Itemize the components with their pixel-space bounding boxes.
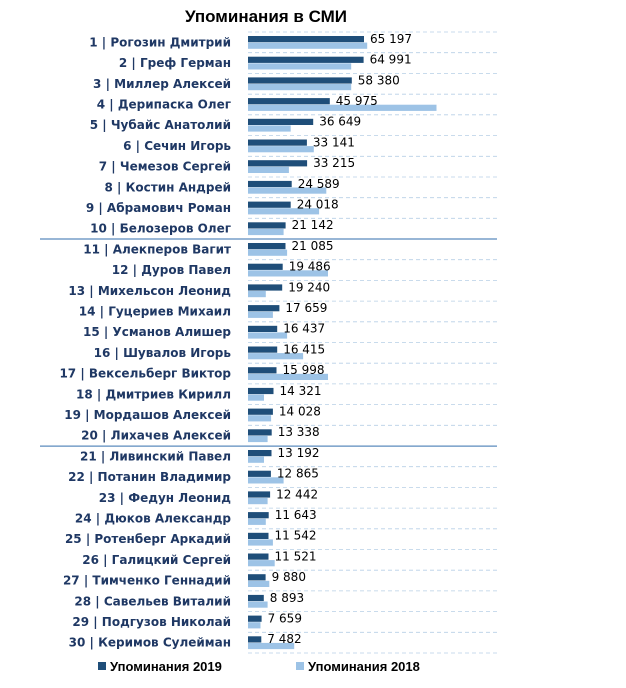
bar-2018 — [248, 436, 268, 442]
bar-2019 — [248, 512, 269, 518]
chart-title: Упоминания в СМИ — [184, 7, 348, 26]
category-label: 1 | Рогозин Дмитрий — [89, 35, 231, 50]
bar-2018 — [248, 84, 351, 90]
bar-2019 — [248, 367, 277, 373]
bar-2018 — [248, 291, 266, 297]
value-label: 24 018 — [296, 197, 339, 212]
bar-2019 — [248, 595, 264, 601]
bar-2019 — [248, 450, 272, 456]
bar-2019 — [248, 160, 307, 166]
category-label: 27 | Тимченко Геннадий — [62, 573, 231, 588]
category-label: 3 | Миллер Алексей — [93, 76, 231, 91]
bar-2018 — [248, 622, 261, 628]
category-label: 10 | Белозеров Олег — [90, 221, 231, 236]
value-label: 19 240 — [288, 280, 331, 295]
bar-2019 — [248, 140, 307, 146]
bar-2018 — [248, 167, 289, 173]
value-label: 17 659 — [285, 301, 328, 315]
category-label: 21 | Ливинский Павел — [79, 449, 231, 464]
bar-2019 — [248, 616, 262, 622]
bar-2018 — [248, 332, 287, 338]
category-label: 9 | Абрамович Роман — [85, 201, 231, 215]
bar-2019 — [248, 181, 292, 187]
value-label: 45 975 — [335, 94, 378, 108]
value-label: 36 649 — [319, 114, 362, 129]
legend-label-2019: Упоминания 2019 — [110, 659, 222, 674]
category-label: 7 | Чемезов Сергей — [98, 159, 231, 174]
category-label: 15 | Усманов Алишер — [83, 325, 231, 340]
value-label: 14 028 — [278, 404, 321, 419]
bar-2019 — [248, 471, 271, 477]
category-label: 8 | Костин Андрей — [104, 180, 231, 195]
category-label: 25 | Ротенберг Аркадий — [64, 532, 231, 547]
category-label: 24 | Дюков Александр — [74, 511, 231, 526]
bar-2018 — [248, 43, 367, 49]
category-label: 2 | Греф Герман — [118, 56, 231, 71]
category-label: 29 | Подгузов Николай — [72, 615, 231, 629]
category-label: 14 | Гуцериев Михаил — [78, 304, 231, 319]
value-label: 12 442 — [276, 487, 319, 502]
bar-2018 — [248, 63, 351, 69]
value-label: 11 521 — [274, 549, 317, 564]
bar-2018 — [248, 519, 266, 525]
value-label: 24 589 — [297, 176, 340, 191]
bar-2018 — [248, 395, 264, 401]
bar-2019 — [248, 491, 270, 497]
value-label: 7 482 — [267, 632, 302, 647]
bar-2019 — [248, 533, 269, 539]
value-label: 58 380 — [357, 73, 400, 88]
category-label: 6 | Сечин Игорь — [123, 138, 231, 153]
category-label: 16 | Шувалов Игорь — [93, 345, 231, 360]
value-label: 7 659 — [267, 611, 302, 626]
value-label: 33 141 — [312, 135, 355, 150]
value-label: 11 542 — [274, 528, 317, 543]
bar-2019 — [248, 284, 282, 290]
value-label: 13 192 — [277, 445, 320, 460]
value-label: 16 415 — [283, 342, 326, 357]
bar-2019 — [248, 222, 286, 228]
category-label: 23 | Федун Леонид — [98, 490, 231, 505]
bar-2018 — [248, 312, 273, 318]
bar-2018 — [248, 250, 287, 256]
value-label: 16 437 — [283, 321, 326, 336]
value-label: 11 643 — [274, 508, 317, 522]
legend-swatch-2019 — [98, 662, 106, 670]
bar-2018 — [248, 229, 284, 235]
bar-2019 — [248, 202, 291, 208]
bar-2019 — [248, 554, 269, 560]
category-label: 12 | Дуров Павел — [111, 263, 231, 278]
bar-2018 — [248, 457, 264, 463]
value-label: 15 998 — [282, 363, 325, 378]
bar-2019 — [248, 636, 261, 642]
category-label: 19 | Мордашов Алексей — [64, 408, 231, 422]
value-label: 12 865 — [276, 466, 319, 481]
category-labels — [59, 35, 231, 649]
value-label: 33 215 — [313, 156, 356, 171]
value-label: 13 338 — [277, 425, 320, 440]
bar-2018 — [248, 125, 291, 131]
value-label: 9 880 — [271, 570, 306, 585]
bar-2018 — [248, 498, 268, 504]
bar-2018 — [248, 581, 269, 587]
legend — [98, 659, 420, 674]
bar-2019 — [248, 326, 277, 332]
legend-swatch-2018 — [296, 662, 304, 670]
value-label: 65 197 — [370, 31, 412, 46]
category-label: 30 | Керимов Сулейман — [68, 635, 231, 650]
category-label: 4 | Дерипаска Олег — [96, 97, 231, 112]
bar-2019 — [248, 409, 273, 415]
bar-2019 — [248, 77, 352, 83]
bar-2018 — [248, 602, 268, 608]
value-label: 21 085 — [291, 238, 334, 253]
value-label: 21 142 — [291, 218, 334, 233]
category-label: 22 | Потанин Владимир — [68, 470, 231, 485]
category-label: 13 | Михельсон Леонид — [68, 283, 231, 298]
bar-2019 — [248, 98, 330, 104]
bar-2018 — [248, 146, 314, 152]
bar-2019 — [248, 347, 277, 353]
bar-2018 — [248, 415, 271, 421]
bar-2018 — [248, 539, 273, 545]
category-label: 11 | Алекперов Вагит — [83, 242, 231, 257]
bar-2019 — [248, 264, 283, 270]
category-label: 18 | Дмитриев Кирилл — [76, 387, 231, 402]
category-label: 26 | Галицкий Сергей — [82, 552, 231, 567]
legend-label-2018: Упоминания 2018 — [308, 659, 420, 674]
category-label: 28 | Савельев Виталий — [74, 594, 231, 609]
bar-2019 — [248, 574, 266, 580]
bar-2019 — [248, 243, 286, 249]
bar-2019 — [248, 57, 364, 63]
bar-2019 — [248, 36, 364, 42]
category-label: 5 | Чубайс Анатолий — [89, 118, 231, 133]
bar-2019 — [248, 429, 272, 435]
value-label: 14 321 — [279, 383, 322, 398]
bar-2019 — [248, 388, 274, 394]
bar-2019 — [248, 119, 313, 125]
value-label: 64 991 — [369, 52, 412, 67]
value-label: 8 893 — [269, 590, 305, 605]
bar-2019 — [248, 305, 279, 311]
category-label: 20 | Лихачев Алексей — [81, 428, 231, 443]
value-label: 19 486 — [288, 259, 331, 274]
category-label: 17 | Вексельберг Виктор — [59, 366, 231, 381]
bar-2018 — [248, 560, 275, 566]
